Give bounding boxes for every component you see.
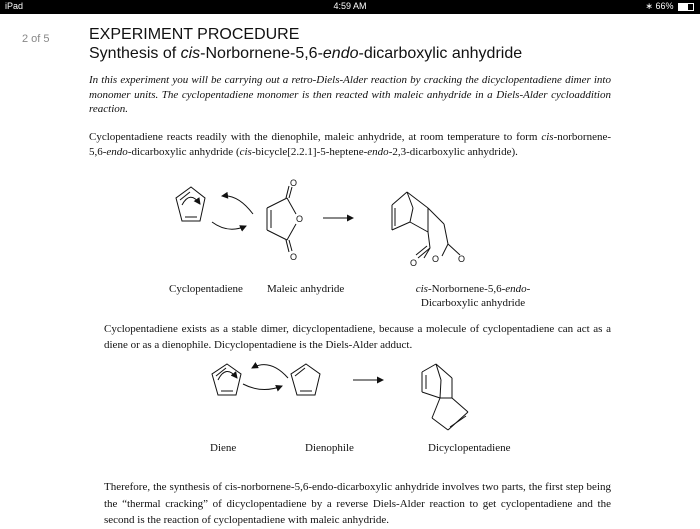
title-line1: EXPERIMENT PROCEDURE [89, 26, 300, 43]
diene-structure [212, 364, 241, 395]
text-run: endo [367, 145, 389, 158]
label-maleic-anhydride: Maleic anhydride [267, 283, 345, 295]
text-run: -2,3-dicarboxylic anhydride). [388, 145, 518, 158]
label-product-line2: Dicarboxylic anhydride [420, 297, 526, 309]
label-cyclopentadiene: Cyclopentadiene [169, 283, 243, 295]
curved-arrow [212, 222, 246, 229]
cyclopentadiene-structure [176, 187, 205, 221]
curved-arrow [222, 196, 253, 214]
page-indicator: 2 of 5 [22, 33, 50, 45]
paragraph-3: Therefore, the synthesis of cis-norbornene-5,6-endo-dicarboxylic anhydride involves two parts, the first step being the “thermal cracking” of dicyclopentadiene by a reverse Diels-Alder reaction to get cyclopentadiene and the second is the reaction of cyclopentadiene with maleic anhydride. [104, 481, 611, 526]
curved-arrow [243, 384, 282, 390]
bluetooth-icon: ∗ [645, 1, 653, 11]
atom-o-label: O [458, 254, 466, 264]
label-dicyclopentadiene: Dicyclopentadiene [428, 442, 511, 454]
text-run: -bicycle[2.2.1]-5-heptene- [251, 145, 368, 158]
label-text: endo- [505, 283, 531, 295]
intro-paragraph: In this experiment you will be carrying out a retro-Diels-Alder reaction by cracking the dicyclopentadiene dimer into monomer units. The cyclopentadiene monomer is then reacted with maleic anhydride in a Diels-Alder cycloaddition reaction. [89, 74, 611, 115]
maleic-anhydride-structure [267, 178, 303, 262]
text-run: -dicarboxylic anhydride ( [127, 145, 240, 158]
label-product [390, 282, 556, 310]
label-text: cis [415, 283, 428, 295]
title-text: endo [322, 45, 359, 62]
label-text: -Norbornene-5,6- [427, 283, 506, 295]
atom-o-label: O [290, 178, 298, 188]
atom-o-label: O [290, 252, 298, 262]
paragraph-2: Cyclopentadiene exists as a stable dimer, dicyclopentadiene, because a molecule of cyclopentadiene can act as a diene or as a dienophile. Dicyclopentadiene is the Diels-Alder adduct. [104, 323, 611, 351]
label-diene: Diene [210, 442, 237, 454]
text-run: -norbornene-5,6- [89, 131, 611, 158]
dicyclopentadiene-structure [422, 364, 468, 430]
title-text: Synthesis of [89, 45, 181, 62]
text-run: cis [541, 131, 554, 143]
curved-arrow [252, 365, 288, 378]
dienophile-structure [291, 364, 320, 395]
label-dienophile: Dienophile [305, 442, 354, 454]
atom-o-label: O [296, 214, 304, 224]
title-text: cis [180, 45, 201, 62]
title-text: -dicarboxylic anhydride [358, 45, 523, 62]
text-run: cis [239, 145, 252, 158]
device-label: iPad [5, 1, 24, 11]
label-product-line1 [390, 282, 556, 296]
atom-o-label: O [432, 254, 440, 264]
battery-percent: 66% [655, 1, 674, 11]
atom-o-label: O [410, 258, 418, 268]
title-text: -Norbornene-5,6- [200, 45, 323, 62]
text-run: Cyclopentadiene reacts readily with the dienophile, maleic anhydride, at room temperature to form [89, 131, 542, 143]
clock: 4:59 AM [333, 1, 367, 11]
norbornene-anhydride-structure [392, 192, 465, 268]
text-run: endo [106, 145, 128, 158]
